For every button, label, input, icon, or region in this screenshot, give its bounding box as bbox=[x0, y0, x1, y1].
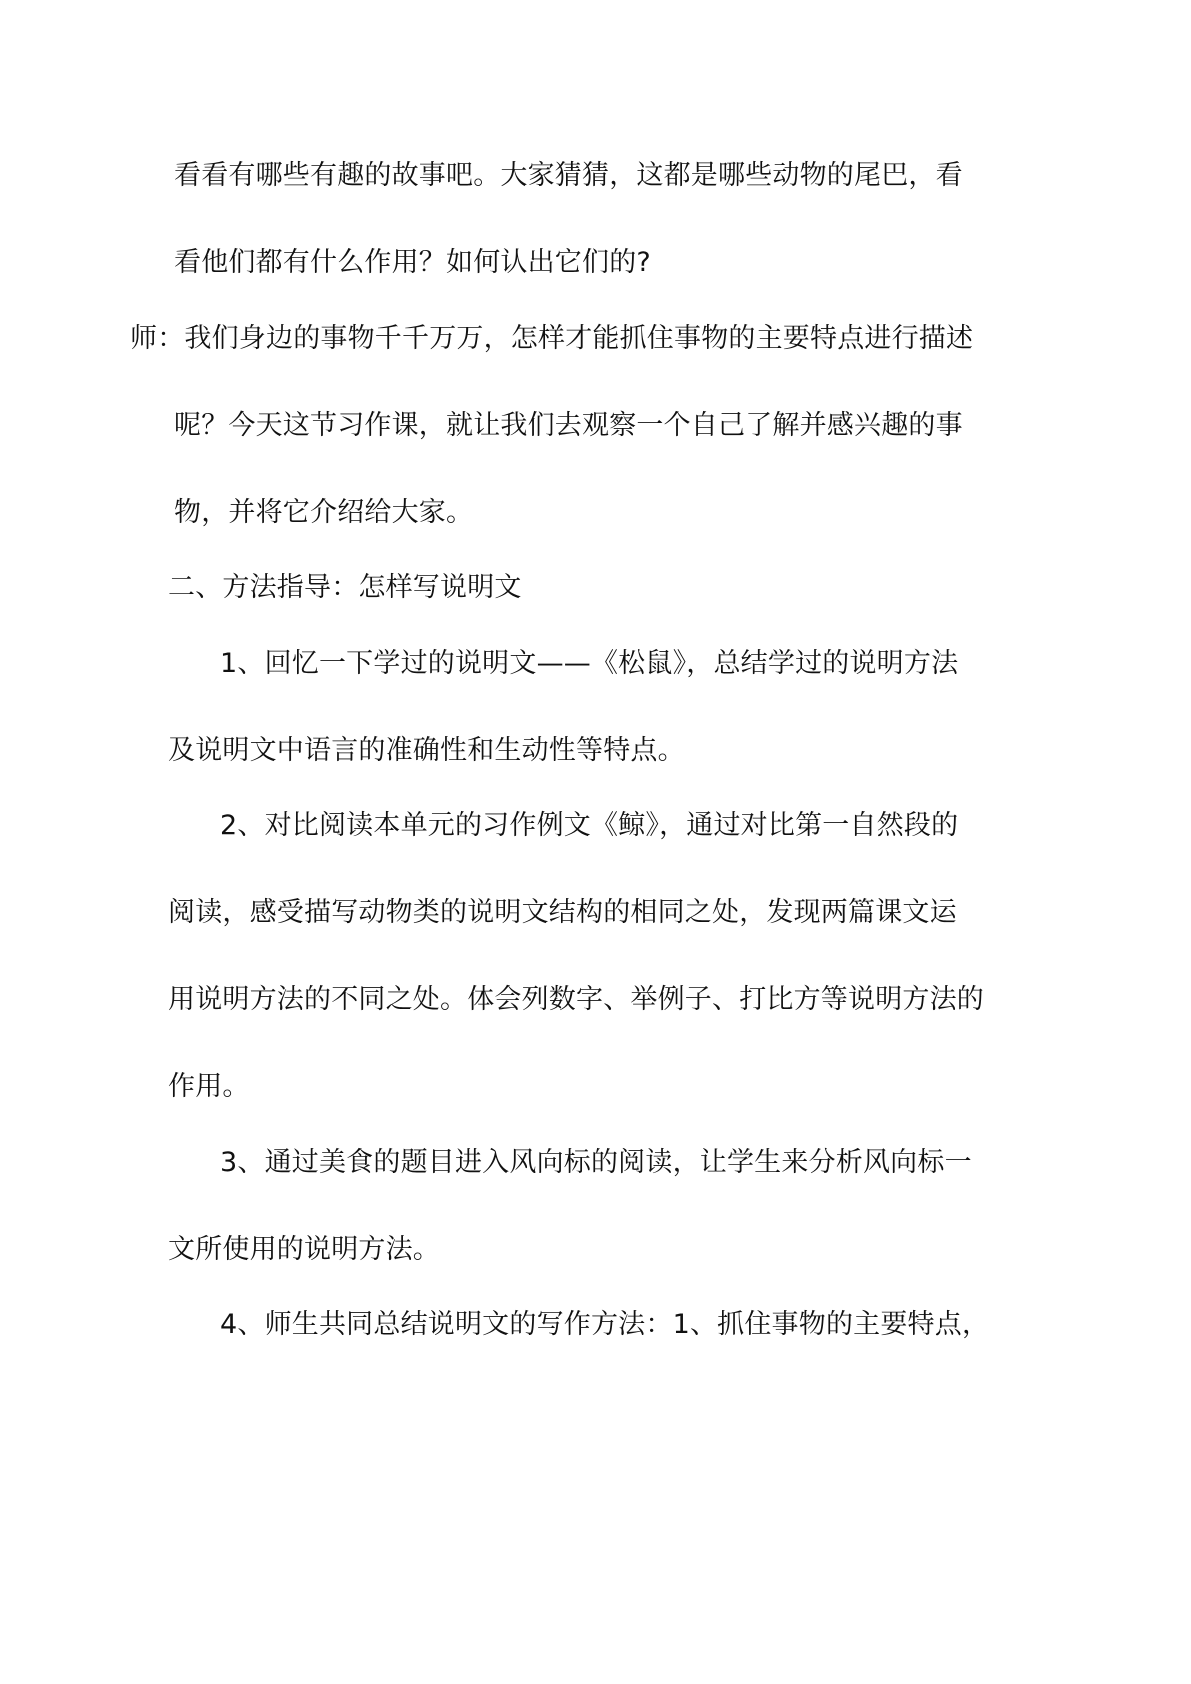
text-line: 用说明方法的不同之处。体会列数字、举例子、打比方等说明方法的 bbox=[168, 984, 984, 1015]
text-line: 物，并将它介绍给大家。 bbox=[174, 497, 474, 528]
section-heading: 二、方法指导：怎样写说明文 bbox=[168, 572, 522, 603]
text-line: 作用。 bbox=[168, 1071, 250, 1102]
text-line: 及说明文中语言的准确性和生动性等特点。 bbox=[168, 735, 685, 766]
text-line: 看他们都有什么作用？如何认出它们的? bbox=[174, 247, 651, 278]
text-line: 看看有哪些有趣的故事吧。大家猜猜，这都是哪些动物的尾巴，看 bbox=[174, 160, 963, 191]
text-line: 文所使用的说明方法。 bbox=[168, 1234, 440, 1265]
text-line: 阅读，感受描写动物类的说明文结构的相同之处，发现两篇课文运 bbox=[168, 897, 957, 928]
text-line: 2、对比阅读本单元的习作例文《鲸》，通过对比第一自然段的 bbox=[220, 810, 959, 841]
text-line: 4、师生共同总结说明文的写作方法：1、抓住事物的主要特点， bbox=[220, 1309, 990, 1340]
text-line: 师：我们身边的事物千千万万，怎样才能抓住事物的主要特点进行描述 bbox=[130, 323, 974, 354]
text-line: 3、通过美食的题目进入风向标的阅读，让学生来分析风向标一 bbox=[220, 1147, 972, 1178]
text-line: 呢？今天这节习作课，就让我们去观察一个自己了解并感兴趣的事 bbox=[174, 410, 963, 441]
text-line: 1、回忆一下学过的说明文——《松鼠》，总结学过的说明方法 bbox=[220, 648, 959, 679]
